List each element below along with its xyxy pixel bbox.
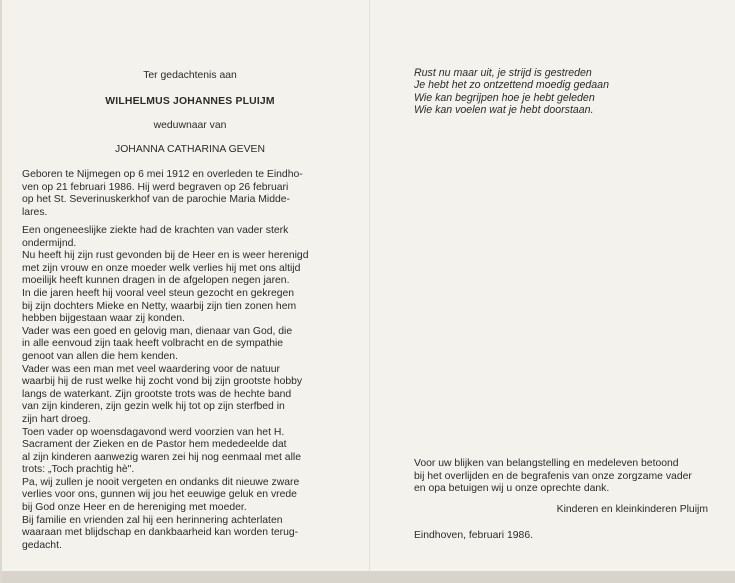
birth-line: op het St. Severinuskerkhof van de parochie Maria Midde- (22, 194, 290, 206)
intro-text: Ter gedachtenis aan (143, 70, 237, 81)
body-line: Een ongeneeslijke ziekte had de krachten van vader sterk (22, 225, 289, 236)
birth-line: Geboren te Nijmegen op 6 mei 1912 en overleden te Eindho- (22, 169, 303, 180)
body-line: Vader was een goed en gelovig man, dienaar van God, die (22, 325, 293, 337)
poem-line: Je hebt het zo ontzettend moedig gedaan (414, 79, 609, 92)
body-line: waaraan met blijdschap en dankbaarheid kan worden terug- (22, 527, 299, 539)
body-line: Vader was een man met veel waardering voor de natuur (22, 363, 280, 375)
body-line: zijn hart droeg. (22, 413, 91, 425)
body-line: met zijn vrouw en onze moeder welk verlies hij met ons altijd (22, 262, 301, 274)
body-line: Pa, wij zullen je nooit vergeten en ondanks dit nieuwe zware (22, 476, 300, 488)
spouse-name: JOHANNA CATHARINA GEVEN (115, 144, 265, 155)
body-line: moeilijk heeft kunnen dragen in de afgelopen negen jaren. (22, 275, 290, 287)
signoff: Kinderen en kleinkinderen Pluijm (556, 504, 708, 515)
birth-line: lares. (22, 206, 48, 218)
body-line: Toen vader op woensdagavond werd voorzien van het H. (22, 426, 285, 438)
body-line: langs de waterkant. Zijn grootste trots was de hechte band (22, 388, 292, 400)
body-line: gedacht. (22, 539, 62, 551)
body-paragraph (22, 225, 358, 552)
body-line: hebben bijgestaan waar zij konden. (22, 313, 185, 325)
poem-line: Wie kan voelen wat je hebt doorstaan. (414, 104, 594, 117)
thanks-paragraph (414, 458, 714, 496)
thanks-line: en opa betuigen wij u onze oprechte dank. (414, 483, 610, 495)
thanks-line: bij het overlijden en de begrafenis van onze zorgzame vader (414, 470, 692, 482)
body-line: van zijn kinderen, zijn gezin welk hij tot op zijn sterfbed in (22, 401, 285, 413)
poem-line: Rust nu maar uit, je strijd is gestreden (414, 67, 592, 79)
body-line: bij zijn dochters Mieke en Netty, waarbij zijn tien zonen hem (22, 300, 297, 312)
poem (414, 67, 714, 117)
fold-line (369, 0, 370, 583)
body-line: trots: „Toch prachtig hè". (22, 464, 135, 476)
deceased-name: WILHELMUS JOHANNES PLUIJM (105, 96, 275, 107)
birth-line: ven op 21 februari 1986. Hij werd begraven op 26 februari (22, 181, 289, 193)
birth-paragraph (22, 169, 358, 219)
poem-line: Wie kan begrijpen hoe je hebt geleden (414, 91, 595, 104)
body-line: al zijn kinderen aanwezig waren zei hij nog eenmaal met alle (22, 451, 301, 463)
body-line: Sacrament der Zieken en de Pastor hem mededeelde dat (22, 439, 287, 451)
body-line: In die jaren heeft hij vooral veel steun gezocht en gekregen (22, 287, 295, 299)
body-line: Nu heeft hij zijn rust gevonden bij de Heer en is weer herenigd (22, 250, 309, 262)
thanks-line: Voor uw blijken van belangstelling en medeleven betoond (414, 458, 679, 469)
scan-edge (2, 571, 735, 583)
relation-text: weduwnaar van (153, 120, 227, 131)
body-line: Bij familie en vrienden zal hij een herinnering achterlaten (22, 514, 283, 526)
body-line: genoot van allen die hem kenden. (22, 350, 178, 362)
place-date: Eindhoven, februari 1986. (414, 530, 534, 541)
body-line: ondermijnd. (22, 237, 77, 249)
body-line: waarbij hij de rust welke hij zocht vond bij zijn grootste hobby (22, 376, 303, 388)
body-line: bij God onze Heer en de hereniging met moeder. (22, 502, 247, 514)
body-line: verlies voor ons, gunnen wij jou het eeuwige geluk en vrede (22, 489, 297, 501)
body-line: in alle eenvoud zijn taak heeft volbracht en de sympathie (22, 338, 284, 350)
